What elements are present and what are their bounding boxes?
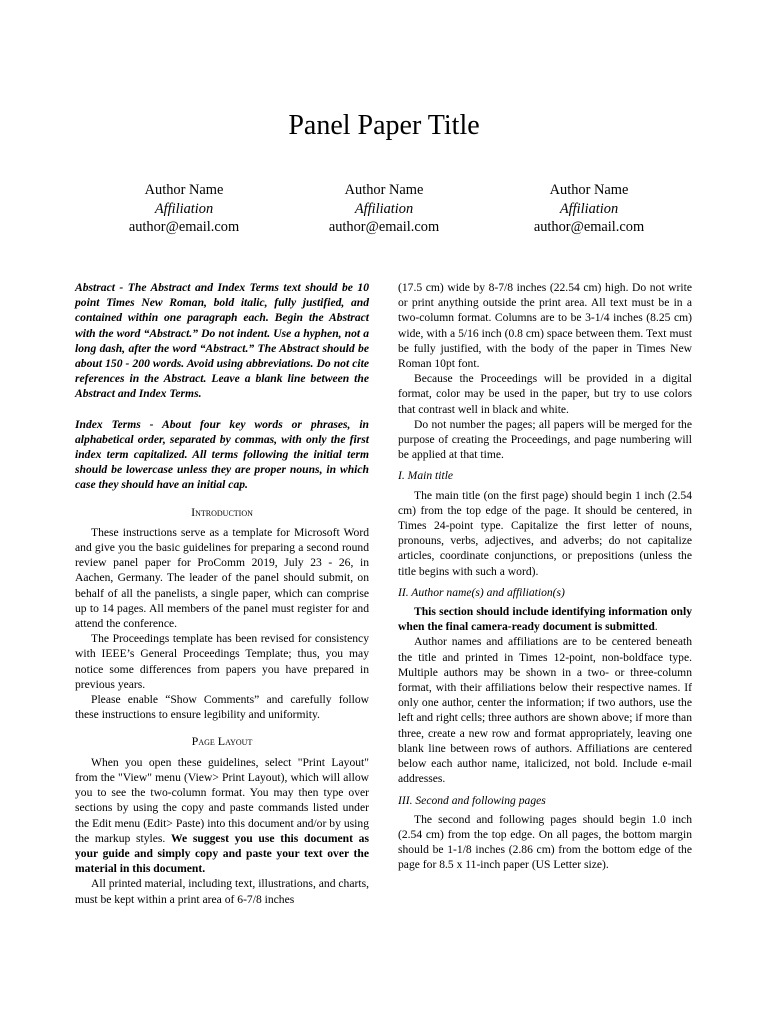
paragraph: Because the Proceedings will be provided in a digital format, color may be used in the paper, but try to use colors that contrast well in black and white.: [398, 372, 692, 416]
author-email: author@email.com: [533, 219, 645, 235]
right-column: [398, 280, 692, 873]
author-name: Author Name: [549, 182, 629, 198]
paragraph-bold-text: We suggest you use this document as your guide and simply copy and paste your text over the material in this document.: [75, 831, 369, 876]
author-block-3: [486, 181, 692, 237]
paragraph: [398, 604, 692, 634]
paragraph: These instructions serve as a template for Microsoft Word and give you the basic guidelines for preparing a second round review panel paper for ProComm 2019, July 23 - 26, in Aachen, Germany. The leader of the panel should submit, on behalf of all the panelists, a single paper, which can comprise up to 14 pages. All members of the panel must register for and attend the conference.: [75, 525, 369, 631]
paragraph-bold-text: This section should include identifying information only when the final camera-ready document is submitted: [398, 605, 692, 634]
paragraph: Please enable “Show Comments” and carefully follow these instructions to ensure legibility and uniformity.: [75, 693, 369, 722]
author-affiliation: Affiliation: [154, 200, 214, 217]
paper-title: Panel Paper Title: [288, 110, 480, 141]
paragraph-text: .: [654, 620, 658, 634]
author-block-2: [281, 181, 487, 237]
section-heading-introduction: Introduction: [191, 504, 253, 519]
paragraph: The Proceedings template has been revised for consistency with IEEE’s General Proceedings Template; thus, you may notice some differences from papers you have prepared in previous years.: [75, 632, 369, 691]
paragraph: The main title (on the first page) should begin 1 inch (2.54 cm) from the top edge of the page. It should be centered, in Times 24-point type. Capitalize the first letter of nouns, pronouns, verbs, adjectives, and adverbs; do not capitalize articles, coordinate conjunctions, or prepositions (unless the title begins with such a word).: [398, 488, 692, 578]
author-email: author@email.com: [328, 219, 440, 235]
author-affiliation: Affiliation: [559, 200, 619, 217]
author-affiliation: Affiliation: [354, 200, 414, 217]
subsection-heading-second-pages: III. Second and following pages: [398, 793, 546, 807]
paragraph: (17.5 cm) wide by 8-7/8 inches (22.54 cm) high. Do not write or print anything outside the print area. All text must be in a two-column format. Columns are to be 3-1/4 inches (8.25 cm) wide, with a 5/16 inch (0.8 cm) space between them. Text must be fully justified, with the body of the paper in Times New Roman 10pt font.: [398, 281, 692, 371]
abstract: Abstract - The Abstract and Index Terms text should be 10 point Times New Roman, bold italic, fully justified, and contained within one paragraph each. Begin the Abstract with the word “Abstract.” Do not indent. Use a hyphen, not a long dash, after the word “Abstract.” The Abstract should be about 150 - 200 words. Avoid using abbreviations. Do not cite references in the Abstract. Leave a blank line between the Abstract and Index Terms.: [75, 281, 369, 401]
paragraph: Author names and affiliations are to be centered beneath the title and printed in Times 12-point, non-boldface type. Multiple authors may be shown in a two- or three-column format, with their affiliations below their respective names. If only one author, center the information; if two authors, use the left and right cells; three authors are shown above; if more than three, create a new row and format appropriately, leaving one blank line between rows of authors. Affiliations are centered below each author name, italicized, not bold. Include e-mail addresses.: [398, 635, 692, 786]
paragraph: [75, 755, 369, 877]
paragraph: Do not number the pages; all papers will be merged for the purpose of creating the Proceedings, and page numbering will be applied at that time.: [398, 417, 692, 462]
paragraph-text: When you open these guidelines, select "Print Layout" from the "View" menu (View> Print Layout), which will allow you to see the two-column format. You may then type over sections by using the copy and paste commands listed under the Edit menu (Edit> Paste) into this document and/or by using the markup styles.: [75, 755, 369, 845]
author-name: Author Name: [344, 182, 424, 198]
index-terms: Index Terms - About four key words or phrases, in alphabetical order, separated by commas, with only the first index term capitalized. All terms following the initial term should be lowercase unless they are proper nouns, in which case they should have an initial cap.: [75, 417, 369, 492]
author-email: author@email.com: [128, 219, 240, 235]
paragraph: The second and following pages should begin 1.0 inch (2.54 cm) from the top edge. On all pages, the bottom margin should be 1-1/8 inches (2.86 cm) from the bottom edge of the page for 8.5 x 11-inch paper (US Letter size).: [398, 812, 692, 872]
author-block-1: [81, 181, 287, 237]
subsection-heading-author: II. Author name(s) and affiliation(s): [398, 585, 565, 599]
section-heading-page-layout: Page Layout: [191, 734, 253, 749]
subsection-heading-main-title: I. Main title: [398, 469, 454, 483]
author-name: Author Name: [144, 182, 224, 198]
left-column: [75, 280, 369, 907]
paragraph: All printed material, including text, illustrations, and charts, must be kept within a print area of 6-7/8 inches: [75, 877, 369, 906]
